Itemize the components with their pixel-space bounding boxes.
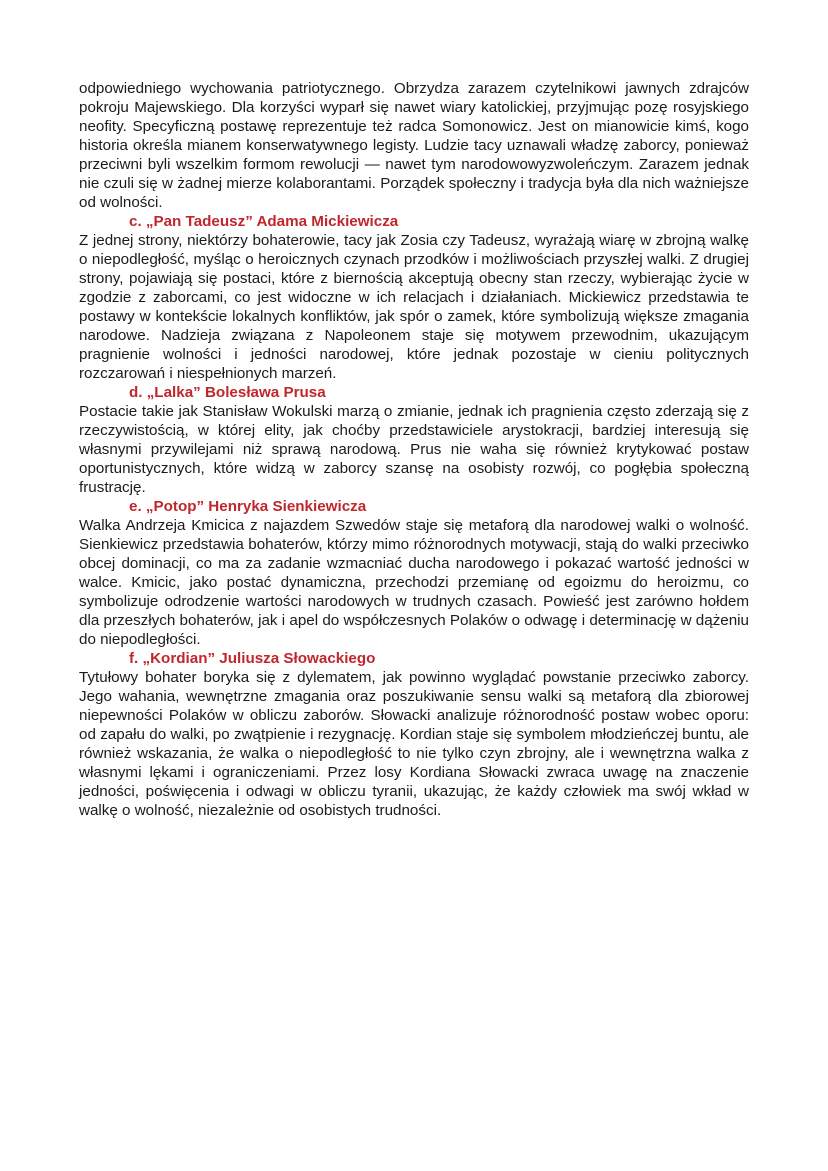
section-body-pan-tadeusz: Z jednej strony, niektórzy bohaterowie, tacy jak Zosia czy Tadeusz, wyrażają wiarę w zbrojną walkę o niepodległość, myśląc o heroicznych czynach przodków i możliwościach przyszłej walki. Z drugiej strony, pojawiają się postaci, które z biernością akceptują obecny stan rzeczy, wybierając życie w zgodzie z zaborcami, co jest widoczne w ich relacjach i działaniach. Mickiewicz przedstawia te postawy w kontekście lokalnych konfliktów, jak spór o zamek, które symbolizują większe zmagania narodowe. Nadzieja związana z Napoleonem staje się motywem przewodnim, ukazującym pragnienie wolności i jedności narodowej, które jednak pozostaje w cieniu politycznych rozczarowań i niespełnionych marzeń. xyxy=(79,232,749,382)
section-heading-lalka: d. „Lalka” Bolesława Prusa xyxy=(129,384,326,401)
intro-paragraph: odpowiedniego wychowania patriotycznego. Obrzydza zarazem czytelnikowi jawnych zdrajców pokroju Majewskiego. Dla korzyści wyparł się nawet wiary katolickiej, przyjmując pozę rosyjskiego neofity. Specyficzną postawę reprezentuje też radca Somonowicz. Jest on mianowicie kimś, kogo historia określa mianem konserwatywnego legisty. Ludzie tacy uznawali władzę zaborcy, ponieważ przeciwni byli wszelkim formom rewolucji — nawet tym narodowowyzwoleńczym. Zarazem jednak nie czuli się w żadnej mierze kolaborantami. Porządek społeczny i tradycja była dla nich ważniejsze od wolności. xyxy=(79,80,749,211)
section-heading-pan-tadeusz: c. „Pan Tadeusz” Adama Mickiewicza xyxy=(129,213,399,230)
section-heading-kordian: f. „Kordian” Juliusza Słowackiego xyxy=(129,650,376,667)
section-body-lalka: Postacie takie jak Stanisław Wokulski marzą o zmianie, jednak ich pragnienia często zderzają się z rzeczywistością, w której elity, jak choćby przedstawiciele arystokracji, bardziej interesują się własnymi przywilejami niż sprawą narodową. Prus nie waha się również krytykować postaw oportunistycznych, które widzą w zaborcy szansę na osobisty rozwój, co pogłębia społeczną frustrację. xyxy=(79,403,749,496)
section-body-potop: Walka Andrzeja Kmicica z najazdem Szwedów staje się metaforą dla narodowej walki o wolność. Sienkiewicz przedstawia bohaterów, którzy mimo różnorodnych motywacji, stają do walki przeciwko obcej dominacji, co ma za zadanie wzmacniać ducha narodowego i pokazać wartość jedności w walce. Kmicic, jako postać dynamiczna, przechodzi przemianę od egoizmu do heroizmu, co symbolizuje odrodzenie wartości narodowych w trudnych czasach. Powieść jest zarówno hołdem dla przeszłych bohaterów, jak i apel do współczesnych Polaków o odwagę i determinację w dążeniu do niepodległości. xyxy=(79,517,749,648)
section-body-kordian: Tytułowy bohater boryka się z dylematem, jak powinno wyglądać powstanie przeciwko zaborcy. Jego wahania, wewnętrzne zmagania oraz poszukiwanie sensu walki są metaforą dla zbiorowej niepewności Polaków w obliczu zaborów. Słowacki analizuje różnorodność postaw wobec oporu: od zapału do walki, po zwątpienie i rezygnację. Kordian staje się symbolem młodzieńczej buntu, ale również wskazania, że walka o niepodległość to nie tylko czyn zbrojny, ale i wewnętrzna walka z własnymi lękami i ograniczeniami. Przez losy Kordiana Słowacki zwraca uwagę na znaczenie jedności, poświęcenia i odwagi w obliczu tyranii, ukazując, że każdy człowiek ma swój wkład w walkę o wolność, niezależnie od osobistych trudności. xyxy=(79,669,749,819)
document-page xyxy=(79,79,749,820)
section-heading-potop: e. „Potop” Henryka Sienkiewicza xyxy=(129,498,367,515)
